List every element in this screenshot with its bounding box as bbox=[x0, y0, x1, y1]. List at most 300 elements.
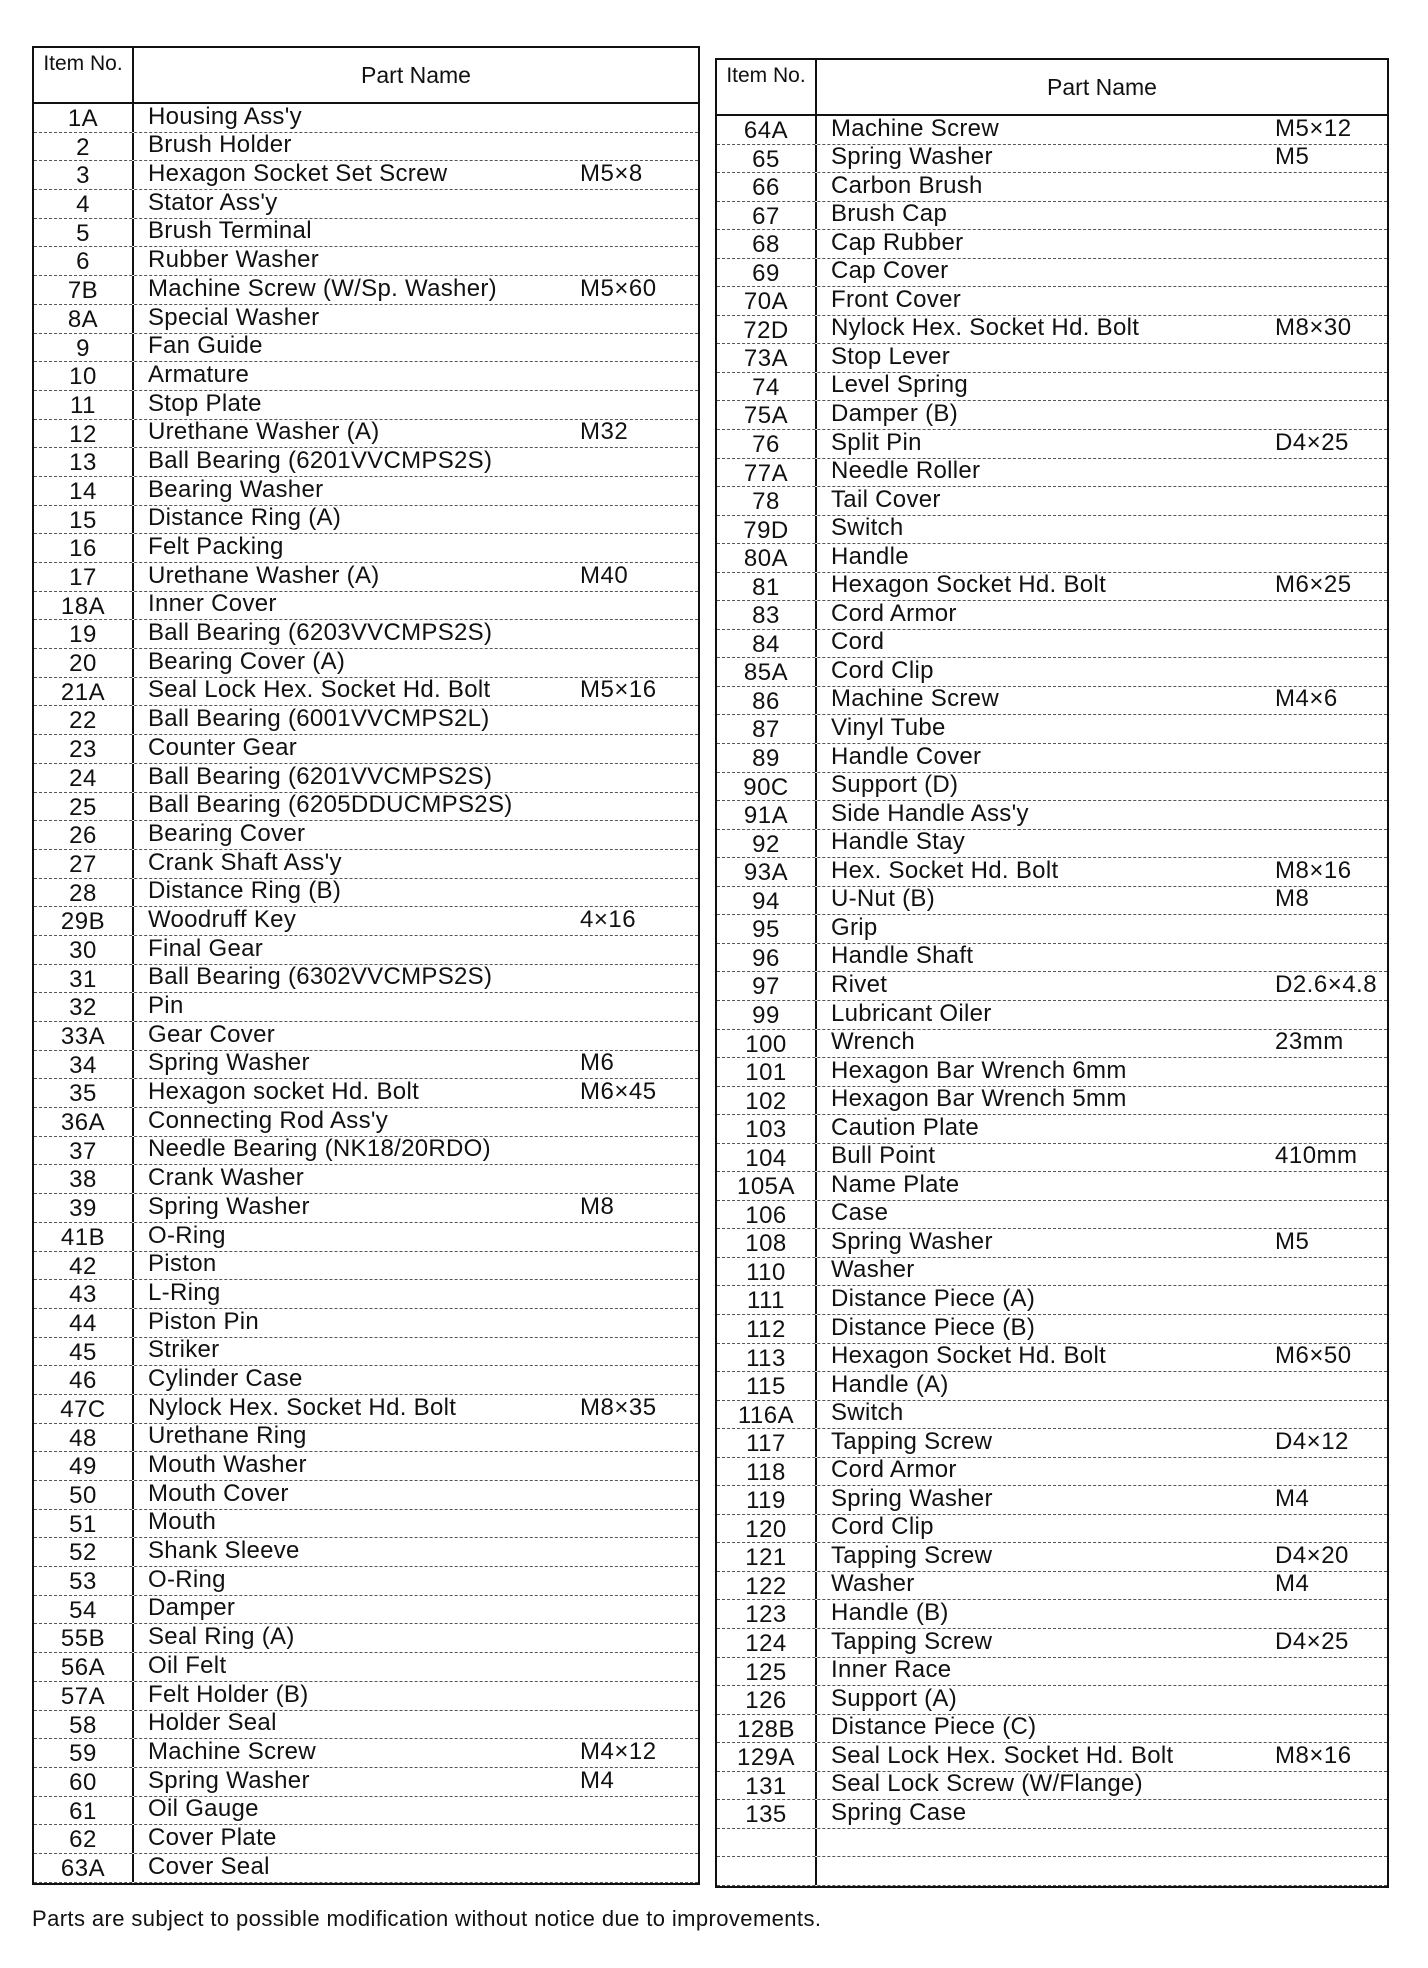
part-name: Shank Sleeve bbox=[148, 1537, 300, 1565]
part-name: Housing Ass'y bbox=[148, 102, 302, 130]
part-name: Bull Point bbox=[831, 1142, 936, 1170]
part-name: Striker bbox=[148, 1336, 220, 1364]
item-number: 6 bbox=[34, 247, 134, 275]
table-row bbox=[717, 1772, 1387, 1801]
table-row bbox=[34, 965, 698, 994]
parts-table-left bbox=[32, 46, 700, 1885]
item-number: 59 bbox=[34, 1739, 134, 1767]
part-name: Brush Holder bbox=[148, 131, 292, 159]
part-name: Urethane Ring bbox=[148, 1422, 307, 1450]
table-row bbox=[717, 1743, 1387, 1772]
table-row bbox=[717, 1600, 1387, 1629]
part-name-header: Part Name bbox=[1047, 74, 1157, 100]
table-row bbox=[717, 145, 1387, 174]
item-number bbox=[717, 1857, 817, 1885]
table-row bbox=[34, 1252, 698, 1281]
part-name: Support (A) bbox=[831, 1684, 958, 1712]
item-number: 77A bbox=[717, 459, 817, 487]
table-row bbox=[34, 879, 698, 908]
table-row bbox=[717, 1515, 1387, 1544]
table-row bbox=[34, 936, 698, 965]
table-row bbox=[717, 202, 1387, 231]
item-number: 46 bbox=[34, 1366, 134, 1394]
table-row bbox=[717, 1058, 1387, 1087]
part-spec: M8 bbox=[580, 1192, 615, 1220]
item-number: 105A bbox=[717, 1172, 817, 1200]
table-row bbox=[34, 907, 698, 936]
part-name: Piston bbox=[148, 1250, 217, 1278]
item-number bbox=[717, 1829, 817, 1857]
item-number: 108 bbox=[717, 1229, 817, 1257]
part-name: Cord Clip bbox=[831, 1513, 934, 1541]
item-number: 75A bbox=[717, 401, 817, 429]
table-header bbox=[717, 60, 1387, 116]
part-name: Distance Piece (C) bbox=[831, 1713, 1037, 1741]
item-number: 12 bbox=[34, 420, 134, 448]
part-name: Mouth bbox=[148, 1508, 217, 1536]
part-name: Split Pin bbox=[831, 428, 922, 456]
part-name: Cap Rubber bbox=[831, 228, 964, 256]
part-name: Oil Felt bbox=[148, 1651, 227, 1679]
table-row bbox=[717, 1629, 1387, 1658]
item-number: 124 bbox=[717, 1629, 817, 1657]
table-row bbox=[34, 161, 698, 190]
item-number: 34 bbox=[34, 1051, 134, 1079]
table-row bbox=[717, 630, 1387, 659]
part-name: Tail Cover bbox=[831, 485, 941, 513]
item-number: 26 bbox=[34, 821, 134, 849]
item-number: 122 bbox=[717, 1572, 817, 1600]
part-name: Vinyl Tube bbox=[831, 714, 946, 742]
parts-table-right bbox=[715, 58, 1389, 1888]
table-row bbox=[717, 573, 1387, 602]
part-name: Spring Washer bbox=[831, 1227, 993, 1255]
item-number: 116A bbox=[717, 1401, 817, 1429]
table-row bbox=[717, 858, 1387, 887]
item-number: 126 bbox=[717, 1686, 817, 1714]
part-name: Hexagon Bar Wrench 6mm bbox=[831, 1056, 1127, 1084]
item-number: 17 bbox=[34, 563, 134, 591]
item-no-header: Item No. bbox=[34, 48, 134, 102]
part-name: Spring Washer bbox=[148, 1766, 310, 1794]
part-name: Stator Ass'y bbox=[148, 188, 278, 216]
item-number: 41B bbox=[34, 1223, 134, 1251]
table-row bbox=[34, 592, 698, 621]
part-name: Handle (B) bbox=[831, 1598, 949, 1626]
part-name: Caution Plate bbox=[831, 1113, 979, 1141]
table-row bbox=[717, 116, 1387, 145]
part-name: Seal Ring (A) bbox=[148, 1623, 295, 1651]
part-name: Cylinder Case bbox=[148, 1364, 303, 1392]
table-row bbox=[34, 1223, 698, 1252]
item-number: 64A bbox=[717, 116, 817, 144]
part-spec: M8 bbox=[1275, 885, 1310, 913]
part-name: Holder Seal bbox=[148, 1709, 277, 1737]
part-name: Carbon Brush bbox=[831, 171, 983, 199]
item-number: 4 bbox=[34, 190, 134, 218]
item-number: 56A bbox=[34, 1653, 134, 1681]
item-number: 29B bbox=[34, 907, 134, 935]
item-number: 39 bbox=[34, 1194, 134, 1222]
table-row bbox=[34, 534, 698, 563]
table-body-left bbox=[34, 104, 698, 1883]
table-row bbox=[717, 1172, 1387, 1201]
part-spec: M4 bbox=[580, 1766, 615, 1794]
table-row bbox=[34, 1194, 698, 1223]
table-row bbox=[34, 305, 698, 334]
table-row bbox=[717, 373, 1387, 402]
table-row bbox=[34, 1739, 698, 1768]
part-spec: M4×6 bbox=[1275, 685, 1338, 713]
table-row bbox=[717, 1857, 1387, 1886]
item-number: 68 bbox=[717, 230, 817, 258]
part-spec: D4×12 bbox=[1275, 1427, 1349, 1455]
part-spec: D2.6×4.8 bbox=[1275, 970, 1378, 998]
part-spec: 4×16 bbox=[580, 905, 637, 933]
part-name: Name Plate bbox=[831, 1170, 960, 1198]
table-row bbox=[34, 1022, 698, 1051]
part-name: Inner Cover bbox=[148, 590, 277, 618]
item-number: 11 bbox=[34, 391, 134, 419]
part-name-header: Part Name bbox=[361, 62, 471, 88]
item-number: 7B bbox=[34, 276, 134, 304]
part-name: Stop Plate bbox=[148, 389, 262, 417]
part-name: Pin bbox=[148, 992, 184, 1019]
item-number: 14 bbox=[34, 477, 134, 505]
item-number: 38 bbox=[34, 1165, 134, 1193]
part-name: Nylock Hex. Socket Hd. Bolt bbox=[831, 314, 1140, 342]
table-row bbox=[717, 1829, 1387, 1858]
table-row bbox=[717, 1344, 1387, 1373]
item-number: 35 bbox=[34, 1079, 134, 1107]
item-number: 3 bbox=[34, 161, 134, 189]
table-row bbox=[34, 1624, 698, 1653]
table-row bbox=[34, 362, 698, 391]
table-row bbox=[717, 487, 1387, 516]
part-name: Needle Bearing (NK18/20RDO) bbox=[148, 1135, 491, 1163]
table-row bbox=[717, 887, 1387, 916]
table-row bbox=[717, 344, 1387, 373]
table-row bbox=[34, 563, 698, 592]
part-name: Seal Lock Hex. Socket Hd. Bolt bbox=[831, 1741, 1174, 1769]
part-name: Spring Case bbox=[831, 1798, 967, 1826]
item-number: 55B bbox=[34, 1624, 134, 1652]
table-row bbox=[717, 230, 1387, 259]
part-name: Grip bbox=[831, 913, 878, 941]
part-name: Distance Piece (A) bbox=[831, 1284, 1036, 1312]
item-number: 67 bbox=[717, 202, 817, 230]
table-row bbox=[34, 649, 698, 678]
table-row bbox=[717, 1458, 1387, 1487]
part-name: Cover Seal bbox=[148, 1852, 270, 1880]
table-row bbox=[34, 1309, 698, 1338]
table-row bbox=[34, 1395, 698, 1424]
item-number: 27 bbox=[34, 850, 134, 878]
part-spec: M5×8 bbox=[580, 160, 643, 188]
table-row bbox=[717, 1286, 1387, 1315]
table-row bbox=[34, 247, 698, 276]
part-spec: 410mm bbox=[1275, 1142, 1358, 1170]
table-row bbox=[34, 1797, 698, 1826]
table-row bbox=[717, 1800, 1387, 1829]
item-no-header: Item No. bbox=[717, 60, 817, 114]
item-number: 104 bbox=[717, 1144, 817, 1172]
item-number: 61 bbox=[34, 1797, 134, 1825]
item-number: 42 bbox=[34, 1252, 134, 1280]
part-name: Distance Ring (A) bbox=[148, 504, 342, 532]
item-number: 20 bbox=[34, 649, 134, 677]
part-name: Distance Piece (B) bbox=[831, 1313, 1036, 1341]
table-row bbox=[34, 1653, 698, 1682]
item-number: 85A bbox=[717, 658, 817, 686]
table-row bbox=[34, 1538, 698, 1567]
part-name: Special Washer bbox=[148, 303, 320, 331]
table-row bbox=[717, 1686, 1387, 1715]
table-row bbox=[34, 1366, 698, 1395]
table-row bbox=[717, 1144, 1387, 1173]
part-name: Mouth Washer bbox=[148, 1451, 307, 1478]
table-row bbox=[717, 1372, 1387, 1401]
table-row bbox=[34, 1596, 698, 1625]
item-number: 5 bbox=[34, 219, 134, 247]
item-number: 51 bbox=[34, 1510, 134, 1538]
item-number: 60 bbox=[34, 1768, 134, 1796]
item-number: 33A bbox=[34, 1022, 134, 1050]
table-row bbox=[34, 1682, 698, 1711]
footer-note: Parts are subject to possible modification without notice due to improvements. bbox=[32, 1906, 822, 1931]
part-name: Brush Terminal bbox=[148, 217, 312, 245]
item-number: 113 bbox=[717, 1344, 817, 1372]
item-number: 22 bbox=[34, 706, 134, 734]
part-name: Bearing Cover (A) bbox=[148, 647, 346, 675]
part-name: Spring Washer bbox=[831, 1484, 993, 1512]
item-number: 92 bbox=[717, 830, 817, 858]
item-number: 78 bbox=[717, 487, 817, 515]
part-name: Distance Ring (B) bbox=[148, 877, 342, 905]
item-number: 8A bbox=[34, 305, 134, 333]
part-name: Urethane Washer (A) bbox=[148, 418, 380, 446]
item-number: 93A bbox=[717, 858, 817, 886]
table-row bbox=[34, 678, 698, 707]
part-name: Spring Washer bbox=[831, 143, 993, 171]
item-number: 44 bbox=[34, 1309, 134, 1337]
table-row bbox=[717, 1315, 1387, 1344]
item-number: 57A bbox=[34, 1682, 134, 1710]
item-number: 36A bbox=[34, 1108, 134, 1136]
item-number: 120 bbox=[717, 1515, 817, 1543]
table-row bbox=[717, 972, 1387, 1001]
item-number: 112 bbox=[717, 1315, 817, 1343]
table-row bbox=[34, 793, 698, 822]
table-row bbox=[717, 1401, 1387, 1430]
item-number: 32 bbox=[34, 993, 134, 1021]
item-number: 47C bbox=[34, 1395, 134, 1423]
item-number: 58 bbox=[34, 1711, 134, 1739]
part-name: U-Nut (B) bbox=[831, 885, 936, 913]
item-number: 16 bbox=[34, 534, 134, 562]
part-name: Piston Pin bbox=[148, 1307, 260, 1335]
item-number: 43 bbox=[34, 1280, 134, 1308]
part-name: Hexagon Socket Hd. Bolt bbox=[831, 1342, 1107, 1370]
item-number: 62 bbox=[34, 1825, 134, 1853]
part-name: Tapping Screw bbox=[831, 1627, 993, 1655]
part-name: Connecting Rod Ass'y bbox=[148, 1106, 389, 1134]
table-row bbox=[34, 764, 698, 793]
table-row bbox=[34, 219, 698, 248]
table-row bbox=[34, 620, 698, 649]
table-row bbox=[34, 993, 698, 1022]
item-number: 72D bbox=[717, 316, 817, 344]
part-spec: M4 bbox=[1275, 1570, 1310, 1598]
table-row bbox=[717, 1030, 1387, 1059]
part-spec: M5×12 bbox=[1275, 114, 1352, 142]
part-name: Side Handle Ass'y bbox=[831, 799, 1029, 827]
table-row bbox=[34, 104, 698, 133]
part-name: Hexagon Bar Wrench 5mm bbox=[831, 1085, 1127, 1113]
part-name: Handle (A) bbox=[831, 1370, 949, 1398]
item-number: 97 bbox=[717, 972, 817, 1000]
table-row bbox=[717, 1115, 1387, 1144]
item-number: 10 bbox=[34, 362, 134, 390]
item-number: 49 bbox=[34, 1452, 134, 1480]
table-row bbox=[717, 1658, 1387, 1687]
part-name: Spring Washer bbox=[148, 1192, 310, 1220]
table-row bbox=[717, 1486, 1387, 1515]
part-name: Handle bbox=[831, 542, 909, 570]
part-spec: M5×16 bbox=[580, 676, 657, 704]
table-row bbox=[717, 830, 1387, 859]
part-name: Tapping Screw bbox=[831, 1427, 993, 1455]
item-number: 111 bbox=[717, 1286, 817, 1314]
part-spec: M32 bbox=[580, 418, 629, 446]
item-number: 63A bbox=[34, 1854, 134, 1882]
table-row bbox=[34, 1108, 698, 1137]
table-row bbox=[34, 391, 698, 420]
item-number: 103 bbox=[717, 1115, 817, 1143]
table-row bbox=[717, 516, 1387, 545]
table-row bbox=[34, 706, 698, 735]
part-name: Handle Shaft bbox=[831, 942, 974, 970]
part-name: O-Ring bbox=[148, 1565, 226, 1593]
table-row bbox=[34, 190, 698, 219]
item-number: 76 bbox=[717, 430, 817, 458]
table-row bbox=[717, 287, 1387, 316]
item-number: 66 bbox=[717, 173, 817, 201]
table-row bbox=[34, 133, 698, 162]
part-name: Cover Plate bbox=[148, 1823, 277, 1851]
part-name: Case bbox=[831, 1199, 889, 1227]
part-spec: D4×25 bbox=[1275, 428, 1349, 456]
item-number: 48 bbox=[34, 1424, 134, 1452]
part-name: Cord Armor bbox=[831, 1456, 957, 1484]
table-row bbox=[34, 1854, 698, 1883]
item-number: 84 bbox=[717, 630, 817, 658]
table-row bbox=[34, 477, 698, 506]
table-row bbox=[34, 850, 698, 879]
table-row bbox=[717, 173, 1387, 202]
table-row bbox=[34, 1567, 698, 1596]
table-row bbox=[34, 1452, 698, 1481]
item-number: 100 bbox=[717, 1030, 817, 1058]
part-name: Damper bbox=[148, 1594, 236, 1622]
table-row bbox=[717, 773, 1387, 802]
part-name: Crank Washer bbox=[148, 1164, 305, 1192]
item-number: 81 bbox=[717, 573, 817, 601]
part-name: Bearing Cover bbox=[148, 819, 306, 847]
part-name: Machine Screw (W/Sp. Washer) bbox=[148, 274, 497, 302]
table-row bbox=[717, 316, 1387, 345]
part-name: Crank Shaft Ass'y bbox=[148, 848, 342, 876]
part-name: Inner Race bbox=[831, 1656, 952, 1684]
table-row bbox=[717, 1087, 1387, 1116]
table-row bbox=[34, 821, 698, 850]
item-number: 21A bbox=[34, 678, 134, 706]
table-row bbox=[34, 1137, 698, 1166]
table-row bbox=[717, 687, 1387, 716]
part-spec: M6×45 bbox=[580, 1078, 657, 1106]
table-row bbox=[717, 658, 1387, 687]
part-name: Ball Bearing (6001VVCMPS2L) bbox=[148, 705, 490, 733]
part-spec: M4×12 bbox=[580, 1737, 657, 1765]
item-number: 89 bbox=[717, 744, 817, 772]
part-spec: M8×30 bbox=[1275, 314, 1352, 342]
item-number: 125 bbox=[717, 1658, 817, 1686]
part-name: O-Ring bbox=[148, 1221, 226, 1249]
table-row bbox=[34, 420, 698, 449]
table-row bbox=[34, 1825, 698, 1854]
part-spec: M5×60 bbox=[580, 274, 657, 302]
part-name: Counter Gear bbox=[148, 733, 298, 761]
part-spec: M8×16 bbox=[1275, 1741, 1352, 1769]
table-header bbox=[34, 48, 698, 104]
table-row bbox=[34, 1280, 698, 1309]
item-number: 87 bbox=[717, 715, 817, 743]
part-name: Cord Clip bbox=[831, 656, 934, 684]
part-name: Hex. Socket Hd. Bolt bbox=[831, 856, 1059, 884]
item-number: 91A bbox=[717, 801, 817, 829]
table-row bbox=[34, 1079, 698, 1108]
part-name: Machine Screw bbox=[148, 1737, 316, 1765]
item-number: 96 bbox=[717, 944, 817, 972]
part-name: Needle Roller bbox=[831, 457, 981, 485]
table-row bbox=[717, 744, 1387, 773]
part-name: Seal Lock Screw (W/Flange) bbox=[831, 1770, 1143, 1798]
part-spec: M4 bbox=[1275, 1484, 1310, 1512]
item-number: 1A bbox=[34, 104, 134, 132]
part-name: Machine Screw bbox=[831, 685, 999, 713]
part-name: Switch bbox=[831, 1399, 904, 1427]
item-number: 101 bbox=[717, 1058, 817, 1086]
item-number: 86 bbox=[717, 687, 817, 715]
table-row bbox=[34, 1481, 698, 1510]
part-name: Fan Guide bbox=[148, 332, 263, 360]
table-row bbox=[34, 1424, 698, 1453]
table-row bbox=[717, 1229, 1387, 1258]
table-row bbox=[34, 448, 698, 477]
item-number: 106 bbox=[717, 1201, 817, 1229]
item-number: 121 bbox=[717, 1543, 817, 1571]
part-name: Support (D) bbox=[831, 771, 959, 799]
part-name: Oil Gauge bbox=[148, 1795, 259, 1823]
item-number: 118 bbox=[717, 1458, 817, 1486]
item-number: 65 bbox=[717, 145, 817, 173]
table-row bbox=[34, 735, 698, 764]
part-name: Gear Cover bbox=[148, 1020, 276, 1048]
table-row bbox=[717, 944, 1387, 973]
part-name: Washer bbox=[831, 1570, 915, 1598]
part-spec: 23mm bbox=[1275, 1028, 1344, 1056]
item-number: 9 bbox=[34, 334, 134, 362]
